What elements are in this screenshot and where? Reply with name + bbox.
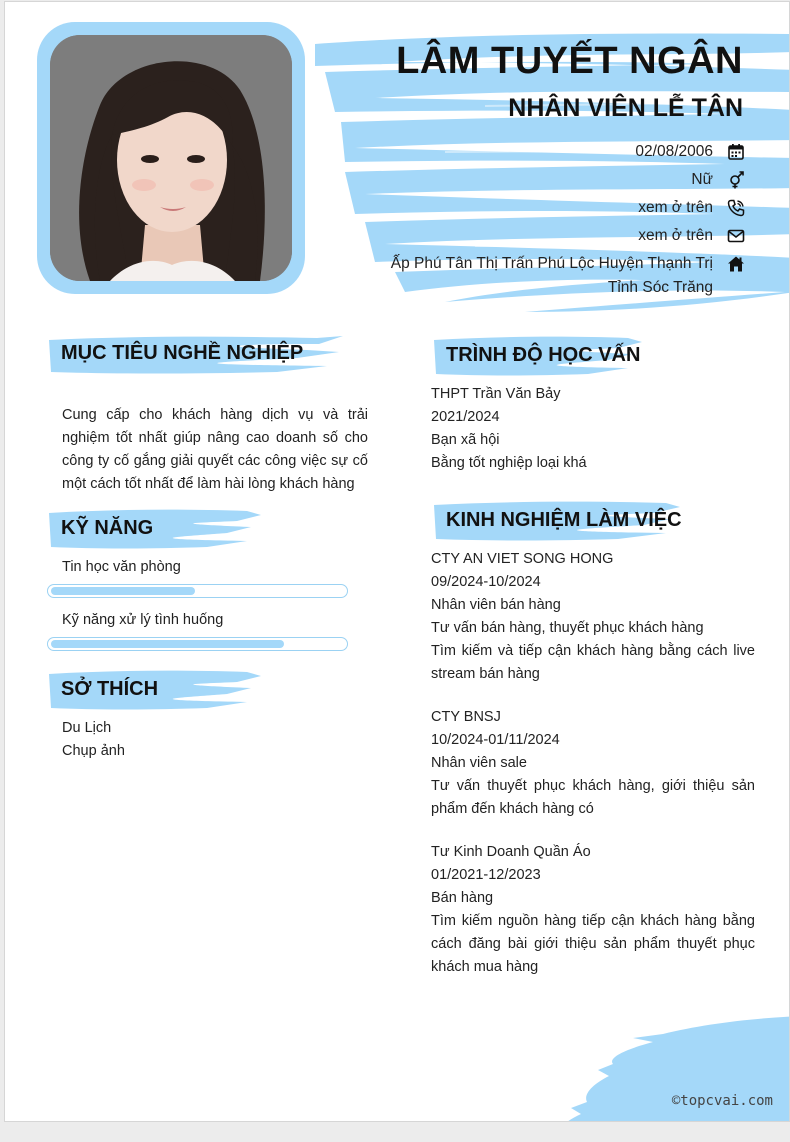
address-line-2: Tỉnh Sóc Trăng [607, 279, 713, 296]
candidate-name: LÂM TUYẾT NGÂN [396, 40, 743, 82]
address-row [391, 252, 745, 300]
objective-text: Cung cấp cho khách hàng dịch vụ và trải nghiệm tốt nhất giúp nâng cao doanh số cho công ty cố gắng giải quyết các công việc sự cố một cách tốt nhất để làm hài lòng khách hàng [62, 407, 368, 492]
education-title: TRÌNH ĐỘ HỌC VẤN [446, 344, 641, 366]
hobbies-list [62, 717, 125, 763]
address-text [391, 252, 713, 300]
experience-item [431, 706, 755, 821]
job-company: CTY AN VIET SONG HONG [431, 551, 614, 567]
calendar-icon [727, 143, 745, 161]
objective-section-header [47, 332, 367, 376]
job-role: Nhân viên bán hàng [431, 597, 561, 613]
gender-icon [727, 171, 745, 189]
skills-section-header [47, 507, 287, 551]
experience-section-header [432, 499, 712, 543]
phone-row [638, 196, 745, 220]
experience-list [431, 548, 755, 999]
email-row [638, 224, 745, 248]
skill-1-progress-bar [47, 584, 348, 598]
education-details [431, 383, 761, 475]
job-period: 01/2021-12/2023 [431, 867, 541, 883]
skill-2-progress-fill [51, 640, 284, 648]
email-text: xem ở trên [638, 227, 713, 244]
experience-title: KINH NGHIỆM LÀM VIỆC [446, 509, 682, 531]
hobbies-section-header [47, 668, 287, 712]
copyright-text: ©topcvai.com [671, 1093, 773, 1109]
job-description: Tìm kiếm và tiếp cận khách hàng bằng cách live stream bán hàng [431, 643, 755, 682]
education-major: Bạn xã hội [431, 432, 500, 448]
profile-photo [50, 35, 292, 281]
home-icon [727, 255, 745, 273]
job-company: Tư Kinh Doanh Quần Áo [431, 844, 591, 860]
skill-2-progress-bar [47, 637, 348, 651]
skill-1-progress-fill [51, 587, 195, 595]
job-role: Bán hàng [431, 890, 494, 906]
job-description: Tư vấn bán hàng, thuyết phục khách hàng [431, 620, 704, 636]
address-line-1: Ấp Phú Tân Thị Trấn Phú Lộc Huyện Thạnh Trị [390, 255, 713, 272]
gender-row [691, 168, 745, 192]
education-period: 2021/2024 [431, 409, 500, 425]
birthday-text: 02/08/2006 [635, 143, 713, 160]
cv-page [4, 1, 790, 1122]
hobbies-title: SỞ THÍCH [61, 678, 159, 700]
birthday-row [635, 140, 745, 164]
job-role: Nhân viên sale [431, 755, 527, 771]
job-description: Tìm kiếm nguồn hàng tiếp cận khách hàng bằng cách đăng bài giới thiệu sản phẩm thuyết phục khách mua hàng [431, 913, 755, 975]
job-period: 09/2024-10/2024 [431, 574, 541, 590]
experience-item [431, 548, 755, 686]
skills-title: KỸ NĂNG [61, 517, 154, 539]
profile-photo-frame [37, 22, 305, 294]
education-school: THPT Trần Văn Bảy [431, 386, 561, 402]
hobby-item-2: Chụp ảnh [62, 743, 125, 759]
phone-text: xem ở trên [638, 199, 713, 216]
objective-title: MỤC TIÊU NGHỀ NGHIỆP [61, 342, 304, 364]
job-title: NHÂN VIÊN LỄ TÂN [508, 94, 743, 122]
skill-1-name: Tin học văn phòng [62, 559, 181, 575]
experience-item [431, 841, 755, 979]
education-degree: Bằng tốt nghiệp loại khá [431, 455, 587, 471]
hobby-item-1: Du Lịch [62, 720, 112, 736]
skill-2-name: Kỹ năng xử lý tình huống [62, 612, 224, 628]
job-company: CTY BNSJ [431, 709, 501, 725]
phone-icon [727, 199, 745, 217]
job-period: 10/2024-01/11/2024 [431, 732, 560, 748]
education-section-header [432, 334, 672, 378]
gender-text: Nữ [691, 171, 713, 188]
job-description: Tư vấn thuyết phục khách hàng, giới thiệu sản phẩm đến khách hàng có [431, 778, 755, 817]
email-icon [727, 227, 745, 245]
